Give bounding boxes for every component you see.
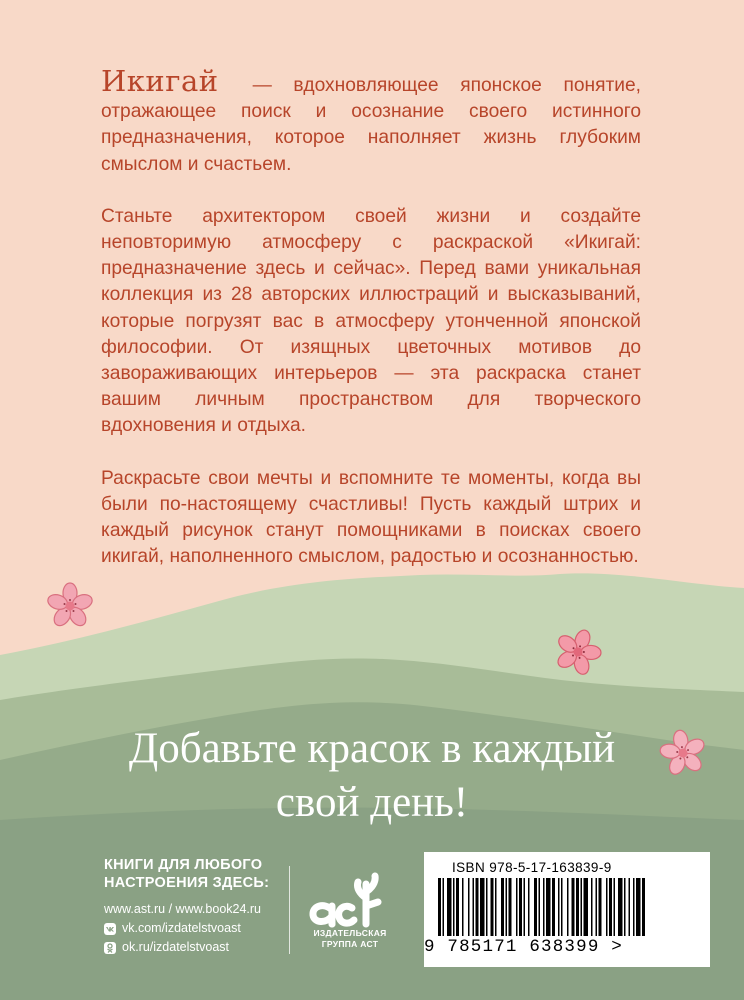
slogan-line-1: Добавьте красок в каждый [128,725,616,772]
barcode-bar [636,878,641,936]
vk-icon [104,923,116,935]
barcode-bar [546,878,551,936]
barcode-bar [596,878,598,936]
barcode-bar [524,878,526,936]
barcode-bar [456,878,459,936]
barcode-bar [438,878,441,936]
info-heading-line-2: НАСТРОЕНИЯ ЗДЕСЬ: [104,875,270,891]
slogan [0,722,744,830]
description-paragraph-2: Станьте архитектором своей жизни и создайте неповторимую атмосферу с раскраской «Икигай: предназначение здесь и сейчас». Перед вами уникальная коллекция из 28 авторских иллюстраций и высказываний, которые погрузят вас в атмосферу утонченной японской философии. От изящных цветочных мотивов до завораживающих интерьеров — эта раскраска станет вашим личным пространством для творческого вдохновения и отдыха. [101,205,641,437]
barcode-bar [486,878,488,936]
logo-caption-line-2: ГРУППА АСТ [321,939,379,949]
barcode [438,878,700,936]
barcode-bar [519,878,522,936]
barcode-bar [447,878,452,936]
barcode-bar [561,878,563,936]
barcode-bar [506,878,508,936]
paragraph-1-text: — вдохновляющее японское понятие, отражающее поиск и осознание своего истинного предназначения, которое наполняет жизнь глубоким смыслом и счастьем. [101,75,641,175]
logo-caption [300,928,400,950]
barcode-bar [516,878,518,936]
divider [289,866,290,954]
barcode-bar [633,878,635,936]
barcode-bar [534,878,537,936]
barcode-bar [462,878,464,936]
barcode-bar [473,878,475,936]
ok-text: ok.ru/izdatelstvoast [122,940,229,954]
isbn-digits: 9 785171 638399 > [424,937,623,957]
barcode-bar [476,878,479,936]
barcode-bar [543,878,545,936]
barcode-bar [495,878,497,936]
barcode-bar [609,878,612,936]
barcode-bar [614,878,616,936]
barcode-bar [453,878,455,936]
ok-icon [104,942,116,954]
isbn-label: ISBN 978-5-17-163839-9 [452,860,612,875]
barcode-bar [480,878,485,936]
barcode-bar [642,878,645,936]
barcode-bar [509,878,512,936]
barcode-bar [606,878,608,936]
ok-link[interactable] [104,938,269,957]
barcode-bar [599,878,602,936]
barcode-bar [629,878,631,936]
vk-link[interactable] [104,919,269,938]
publisher-info [104,856,269,957]
description-paragraph-1 [101,64,641,178]
barcode-bar [558,878,560,936]
barcode-bar [584,878,589,936]
websites-text: www.ast.ru / www.book24.ru [104,902,262,916]
barcode-bar [624,878,626,936]
vk-text: vk.com/izdatelstvoast [122,921,241,935]
slogan-line-2: свой день! [275,779,469,826]
barcode-bar [576,878,579,936]
barcode-bar [581,878,583,936]
book-description [101,64,641,596]
barcode-bar [552,878,555,936]
barcode-bar [443,878,445,936]
logo-caption-line-1: ИЗДАТЕЛЬСКАЯ [313,928,387,938]
barcode-bar [539,878,541,936]
barcode-bar [491,878,494,936]
barcode-bar [468,878,470,936]
barcode-bar [591,878,593,936]
barcode-bar [618,878,623,936]
barcode-bar [572,878,575,936]
description-paragraph-3: Раскрасьте свои мечты и вспомните те моменты, когда вы были по-настоящему счастливы! Пусть каждый штрих и каждый рисунок станут помощниками в поисках своего икигай, наполненного смыслом, радостью и осознанностью. [101,467,641,568]
barcode-bar [567,878,569,936]
websites-link[interactable] [104,900,269,919]
lead-word: Икигай [101,64,219,98]
barcode-bar [501,878,504,936]
info-heading-line-1: КНИГИ ДЛЯ ЛЮБОГО [104,857,263,873]
barcode-bar [528,878,530,936]
